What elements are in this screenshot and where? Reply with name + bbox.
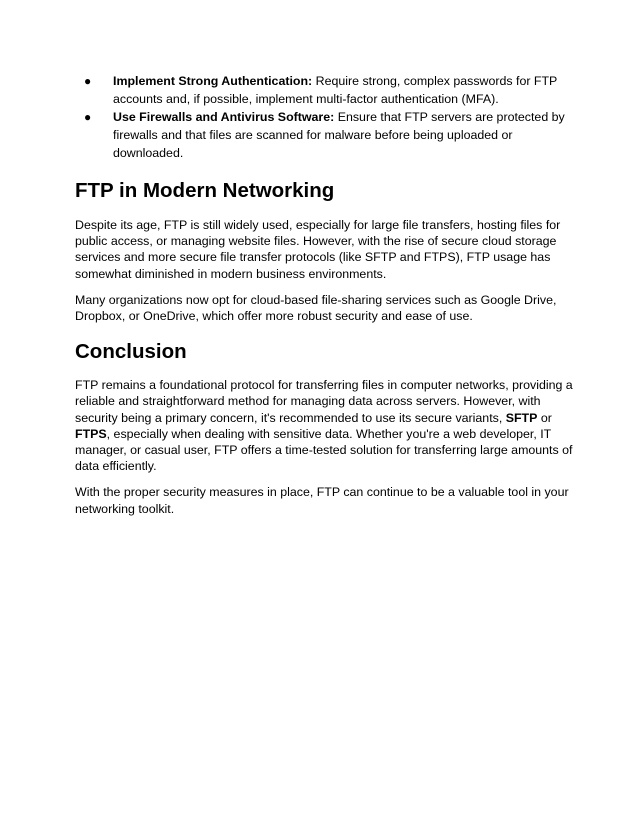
bullet-dot-icon: ● [84, 110, 92, 124]
security-bullet-list [75, 72, 575, 162]
list-item [75, 72, 575, 108]
paragraph: Despite its age, FTP is still widely used, especially for large file transfers, hosting files for public access, or managing website files. However, with the rise of secure cloud storage services and more secure file transfer protocols (like SFTP and FTPS), FTP usage has somewhat diminished in modern business environments. [75, 218, 561, 281]
paragraph-text: , especially when dealing with sensitive data. Whether you're a web developer, IT manager, or casual user, FTP offers a time-tested solution for transferring large amounts of data efficiently. [75, 426, 573, 474]
section-heading-conclusion: Conclusion [75, 340, 187, 364]
paragraph: With the proper security measures in place, FTP can continue to be a valuable tool in your networking toolkit. [75, 485, 569, 516]
paragraph: Many organizations now opt for cloud-based file-sharing services such as Google Drive, Dropbox, or OneDrive, which offer more robust security and ease of use. [75, 292, 557, 324]
bullet-dot-icon: ● [84, 74, 92, 88]
paragraph [75, 377, 575, 474]
bullet-text: Require strong, complex passwords for FTP accounts and, if possible, implement multi-factor authentication (MFA). [113, 74, 558, 106]
bullet-bold-lead: Use Firewalls and Antivirus Software: [113, 110, 335, 124]
document-page [75, 72, 575, 527]
paragraph-text: or [537, 410, 552, 425]
sftp-emphasis: SFTP [505, 410, 538, 425]
bullet-text: Ensure that FTP servers are protected by firewalls and that files are scanned for malware before being uploaded or downloaded. [113, 110, 565, 160]
paragraph-text: FTP remains a foundational protocol for transferring files in computer networks, providing a reliable and straightforward method for managing data across servers. However, with security being a primary concern, it's recommended to use its secure variants, [75, 378, 573, 425]
section-heading-modern-networking: FTP in Modern Networking [75, 179, 335, 202]
ftps-emphasis: FTPS [75, 426, 107, 441]
list-item [75, 108, 575, 162]
bullet-bold-lead: Implement Strong Authentication: [113, 74, 313, 88]
